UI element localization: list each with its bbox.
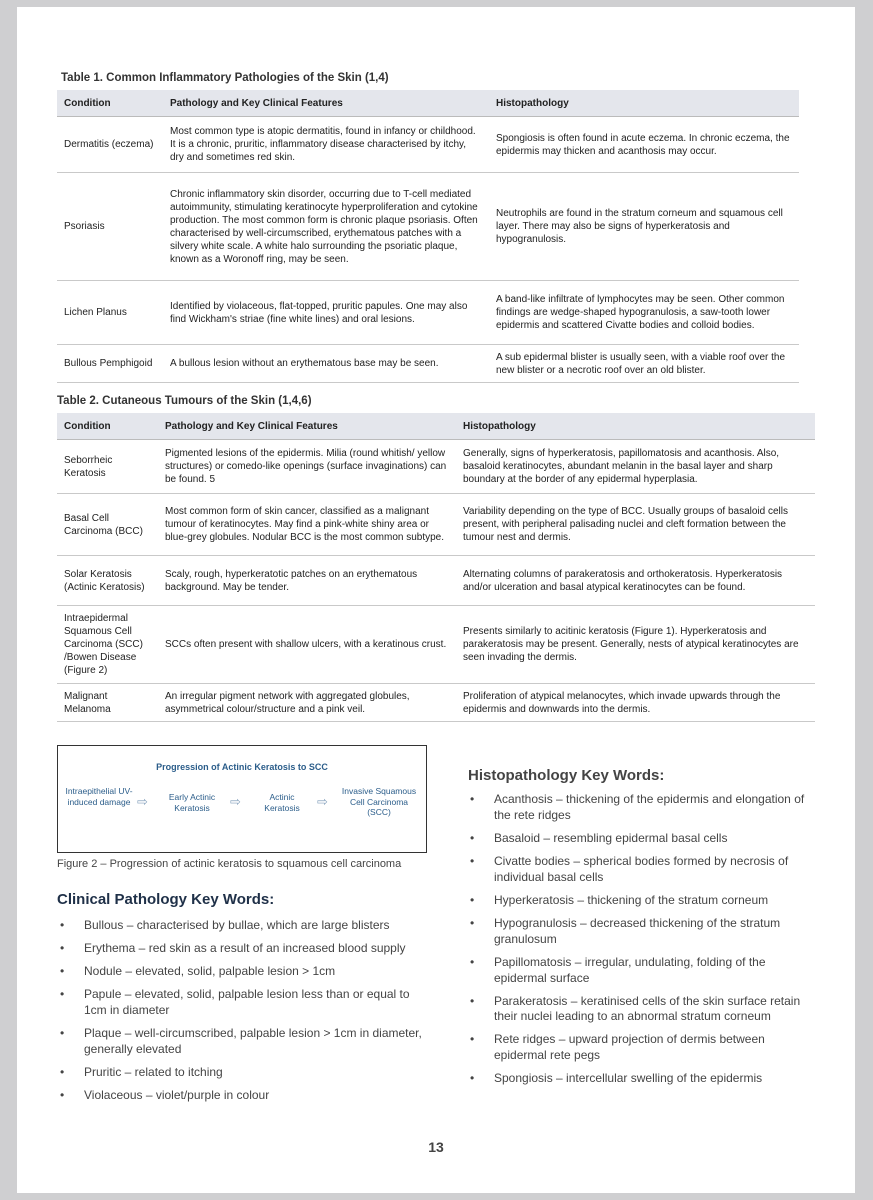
table-row [57,345,799,383]
table2 [57,413,815,722]
list-item: • Hyperkeratosis – thickening of the stratum corneum [467,893,817,909]
figure-step-early-ak: Early Actinic Keratosis [168,792,216,813]
figure-caption: Figure 2 – Progression of actinic keratosis to squamous cell carcinoma [57,858,402,870]
table-row [57,556,815,606]
list-item: • Violaceous – violet/purple in colour [57,1088,425,1104]
table1 [57,90,799,383]
table1-header-histopathology: Histopathology [489,90,799,117]
arrow-right-icon: ⇨ [230,794,241,809]
list-item: • Basaloid – resembling epidermal basal cells [467,831,817,847]
figure-title: Progression of Actinic Keratosis to SCC [156,762,328,772]
table1-caption: Table 1. Common Inflammatory Pathologies of the Skin (1,4) [61,72,389,84]
table-cell: Basal Cell Carcinoma (BCC) [57,494,158,556]
list-item: • Bullous – characterised by bullae, which are large blisters [57,918,425,934]
table-cell: Solar Keratosis (Actinic Keratosis) [57,556,158,606]
document-page [17,7,855,1193]
table-cell: Most common form of skin cancer, classified as a malignant tumour of keratinocytes. May find a pink-white shiny area or blue-grey globules. Nodular BCC is the most common subtype. [158,494,456,556]
table1-header-pathology: Pathology and Key Clinical Features [163,90,489,117]
table-cell: An irregular pigment network with aggregated globules, asymmetrical colour/structure and a pink veil. [158,684,456,722]
figure-progression-diagram [57,745,427,853]
table-row [57,281,799,345]
table-cell: Chronic inflammatory skin disorder, occurring due to T-cell mediated autoimmunity, stimulating keratinocyte hyperproliferation and cytokine production. The most common form is chronic plaque psoriasis. Often characterised by well-circumscribed, erythematous patches with a silvery white scale. A white halo surrounding the psoriatic plaque, known as a Woronoff ring, may be seen. [163,173,489,281]
table-cell: Most common type is atopic dermatitis, found in infancy or childhood. It is a chronic, pruritic, inflammatory disease characterised by itchy, dry and sometimes red skin. [163,117,489,173]
table-cell: Spongiosis is often found in acute eczema. In chronic eczema, the epidermis may thicken and acanthosis may occur. [489,117,799,173]
list-item: • Erythema – red skin as a result of an increased blood supply [57,941,425,957]
table-cell: Presents similarly to acitinic keratosis (Figure 1). Hyperkeratosis and parakeratosis may be present. Generally, nests of atypical keratinocytes are seen invading the dermis. [456,606,815,684]
table-row [57,606,815,684]
table-cell: A band-like infiltrate of lymphocytes may be seen. Other common findings are wedge-shaped hypogranulosis, a saw-tooth lower epidermis and scattered Civatte bodies and colloid bodies. [489,281,799,345]
figure-step-uv-damage: Intraepithelial UV-induced damage [65,786,133,807]
table-cell: Lichen Planus [57,281,163,345]
table2-caption: Table 2. Cutaneous Tumours of the Skin (1,4,6) [57,395,312,407]
arrow-right-icon: ⇨ [137,794,148,809]
table-row [57,440,815,494]
table-cell: Variability depending on the type of BCC. Usually groups of basaloid cells present, with peripheral palisading nuclei and cleft formation between the tumour nest and dermis. [456,494,815,556]
clinical-keywords-title: Clinical Pathology Key Words: [57,891,275,908]
table-cell: A sub epidermal blister is usually seen, with a viable roof over the new blister or a necrotic roof over an old blister. [489,345,799,383]
table-cell: Malignant Melanoma [57,684,158,722]
table-cell: A bullous lesion without an erythematous base may be seen. [163,345,489,383]
table-row [57,494,815,556]
table-cell: Generally, signs of hyperkeratosis, papillomatosis and acanthosis. Also, basaloid keratinocytes, abundant melanin in the basal layer and sharp boundary at the border of any epidermal hyperplasia. [456,440,815,494]
list-item: • Papillomatosis – irregular, undulating, folding of the epidermal surface [467,955,817,987]
table-cell: Dermatitis (eczema) [57,117,163,173]
table-cell: Scaly, rough, hyperkeratotic patches on an erythematous background. May be tender. [158,556,456,606]
list-item: • Plaque – well-circumscribed, palpable lesion > 1cm in diameter, generally elevated [57,1026,425,1058]
table-row [57,117,799,173]
table1-header-condition: Condition [57,90,163,117]
figure-step-ak: Actinic Keratosis [264,792,300,813]
table2-header-pathology: Pathology and Key Clinical Features [158,413,456,440]
table-cell: Seborrheic Keratosis [57,440,158,494]
histopathology-keywords-list [467,792,817,1087]
table-cell: Bullous Pemphigoid [57,345,163,383]
table-cell: Pigmented lesions of the epidermis. Milia (round whitish/ yellow structures) or comedo-like openings (surface invaginations) can be found. 5 [158,440,456,494]
list-item: • Acanthosis – thickening of the epidermis and elongation of the rete ridges [467,792,817,824]
list-item: • Nodule – elevated, solid, palpable lesion > 1cm [57,964,425,980]
clinical-keywords-list [57,918,425,1104]
figure-step-invasive-scc: Invasive Squamous Cell Carcinoma (SCC) [341,786,417,818]
table-row [57,173,799,281]
histopathology-keywords-title: Histopathology Key Words: [468,767,665,784]
table2-header-condition: Condition [57,413,158,440]
list-item: • Hypogranulosis – decreased thickening of the stratum granulosum [467,916,817,948]
table-cell: SCCs often present with shallow ulcers, with a keratinous crust. [158,606,456,684]
table-cell: Identified by violaceous, flat-topped, pruritic papules. One may also find Wickham's striae (fine white lines) and oral lesions. [163,281,489,345]
arrow-right-icon: ⇨ [317,794,328,809]
table-cell: Psoriasis [57,173,163,281]
list-item: • Spongiosis – intercellular swelling of the epidermis [467,1071,817,1087]
list-item: • Parakeratosis – keratinised cells of the skin surface retain their nuclei leading to an abnormal stratum corneum [467,994,817,1026]
list-item: • Papule – elevated, solid, palpable lesion less than or equal to 1cm in diameter [57,987,425,1019]
table2-header-histopathology: Histopathology [456,413,815,440]
list-item: • Pruritic – related to itching [57,1065,425,1081]
table-cell: Intraepidermal Squamous Cell Carcinoma (SCC) /Bowen Disease (Figure 2) [57,606,158,684]
table-row [57,684,815,722]
list-item: • Civatte bodies – spherical bodies formed by necrosis of individual basal cells [467,854,817,886]
table-cell: Neutrophils are found in the stratum corneum and squamous cell layer. There may also be signs of hyperkeratosis and hypogranulosis. [489,173,799,281]
table-cell: Alternating columns of parakeratosis and orthokeratosis. Hyperkeratosis and/or ulceration and basal atypical keratinocytes can be found. [456,556,815,606]
list-item: • Rete ridges – upward projection of dermis between epidermal rete pegs [467,1032,817,1064]
table-cell: Proliferation of atypical melanocytes, which invade upwards through the epidermis and downwards into the dermis. [456,684,815,722]
page-number: 13 [428,1139,444,1155]
